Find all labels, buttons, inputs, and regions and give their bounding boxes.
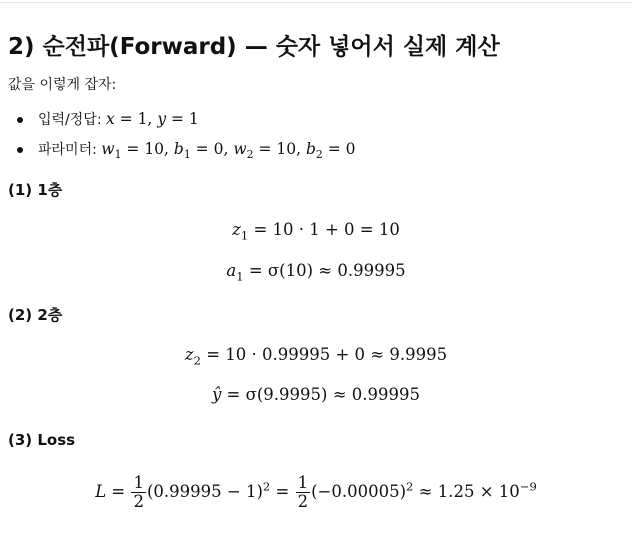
math-w1-value: 10, — [144, 140, 169, 158]
math-y-eq: y = 1 — [157, 110, 199, 128]
equation-z2: $z_2 = 10 \cdot 0.99995 + 0 \approx 9.9995$ — [184, 345, 448, 368]
equation-z1: $z_1 = 10 \cdot 1 + 0 = 10$ — [232, 220, 400, 243]
math-b2-value: 0 — [345, 140, 356, 158]
layer1-heading: (1) 1층 — [8, 181, 63, 199]
loss-lhs: L = — [95, 482, 126, 501]
math-parameter-values: $w_1 = 10$, $b_1 = 0$, $w_2 = 10$, $b_2 = 0$ — [101, 140, 356, 162]
loss-exponent: −9 — [519, 479, 537, 494]
math-input-value — [106, 110, 199, 128]
section-heading: 2) 순전파(Forward) — 숫자 넣어서 실제 계산 — [8, 34, 500, 60]
fraction-half-2: $\frac{1}{2}$ — [297, 473, 309, 511]
math-w2-value: 10, — [276, 140, 302, 158]
layer2-heading: (2) 2층 — [8, 306, 63, 324]
math-b1-value: 0, — [213, 140, 229, 158]
list-item-label: 입력/정답: — [38, 112, 102, 128]
loss-term2: (−0.00005) — [311, 482, 407, 501]
equation-loss: L = $\frac{1}{2}$ $(0.99995 - 1)^2$ = $\frac{1}{2}$ $(-0.00005)^2 \approx 1.25 \times 10^{-9}$ — [95, 473, 537, 511]
math-x-eq: x = 1, — [105, 110, 153, 128]
intro-text: 값을 이렇게 잡자: — [8, 77, 117, 93]
parameter-list — [8, 104, 356, 164]
list-item-label: 파라미터: — [38, 142, 97, 158]
top-divider — [0, 2, 632, 3]
loss-approx: ≈ 1.25 × 10 — [413, 482, 520, 501]
equation-yhat: ŷ = σ(9.9995) ≈ 0.99995 — [211, 385, 421, 404]
equation-z1-rhs: = 10 · 1 + 0 = 10 — [253, 220, 400, 239]
equation-z2-rhs: = 10 · 0.99995 + 0 ≈ 9.9995 — [206, 345, 448, 364]
loss-heading: (3) Loss — [8, 431, 76, 449]
list-item-parameters — [8, 134, 356, 164]
equation-a1-rhs: = σ(10) ≈ 0.99995 — [248, 261, 406, 280]
fraction-half: $\frac{1}{2}$ — [133, 473, 144, 511]
equation-yhat-rhs: = σ(9.9995) ≈ 0.99995 — [226, 385, 421, 404]
list-item-input-target — [8, 104, 356, 134]
loss-term1: (0.99995 − 1) — [146, 482, 263, 501]
equation-a1: $a_1 = \sigma(10) \approx 0.99995$ — [226, 261, 406, 284]
